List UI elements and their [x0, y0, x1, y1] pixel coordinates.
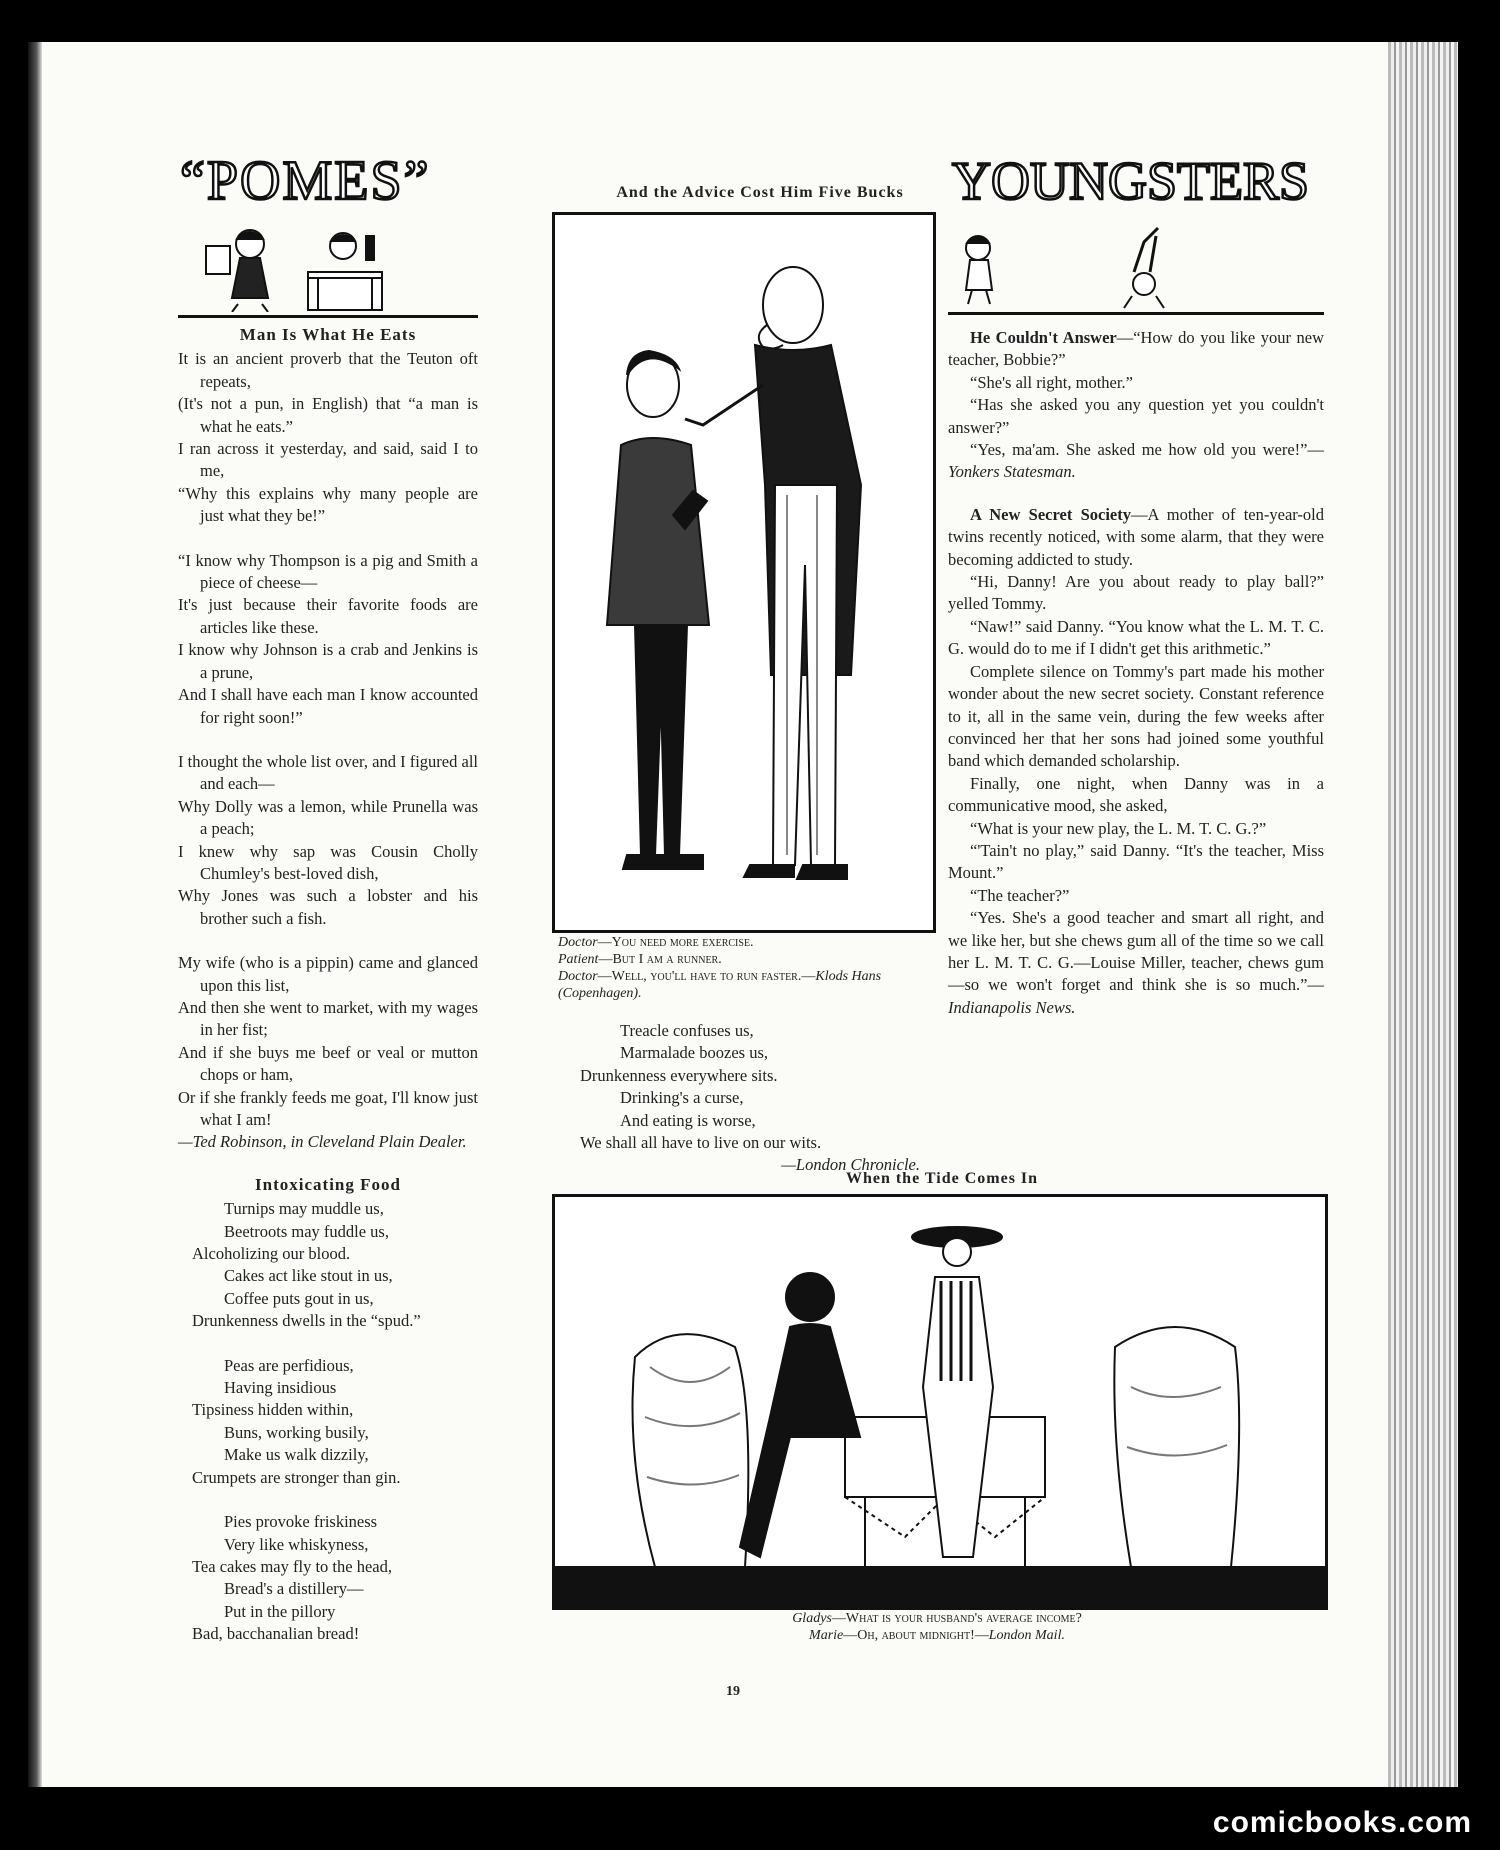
left-column	[178, 150, 478, 1646]
story1-text: —“How do you like your new teacher, Bobbie?”	[948, 328, 1324, 370]
story2-para: “Naw!” said Danny. “You know what the L. M. T. C. G. would do to me if I didn't get this arithmetic.”	[948, 616, 1324, 659]
page-stack-edge	[1388, 42, 1458, 1787]
verse-line: I ran across it yesterday, and said, said I to me,	[178, 439, 478, 481]
verse-line: Bad, bacchanalian bread!	[192, 1624, 360, 1644]
speaker: Gladys	[792, 1611, 832, 1626]
story2-credit: Indianapolis News.	[948, 997, 1076, 1017]
caption-line	[552, 1627, 1322, 1644]
speaker: Marie	[809, 1628, 844, 1643]
poem2-stanza	[192, 1198, 478, 1332]
poem3	[580, 1020, 920, 1177]
dialogue: —Well, you'll have to run faster.—	[597, 969, 816, 984]
verse-line: Very like whiskyness,	[224, 1534, 369, 1554]
story2-para	[948, 504, 1324, 571]
pomes-illustration	[178, 222, 478, 312]
verse-line: And eating is worse,	[620, 1110, 756, 1130]
verse-line: And if she buys me beef or veal or mutton chops or ham,	[178, 1042, 478, 1085]
verse-line: Tea cakes may fly to the head,	[192, 1556, 392, 1576]
verse-line: It's just because their favorite foods are articles like these.	[178, 595, 478, 637]
verse-line: Pies provoke friskiness	[224, 1512, 378, 1532]
credit: London Mail.	[988, 1628, 1065, 1643]
verse-line: Cakes act like stout in us,	[224, 1266, 393, 1286]
verse-line: Why Jones was such a lobster and his brother such a fish.	[178, 886, 478, 928]
story1-para	[948, 327, 1324, 372]
speaker: Patient	[558, 952, 599, 967]
story1-text: “Yes, ma'am. She asked me how old you were!”—	[970, 440, 1324, 460]
verse-line: Bread's a distillery—	[224, 1579, 364, 1599]
verse-line: Put in the pillory	[224, 1601, 336, 1621]
dialogue: —You need more exercise.	[597, 935, 754, 950]
dialogue: —What is your husband's average income?	[831, 1611, 1082, 1626]
poem1-stanza	[178, 952, 478, 1154]
story1-para	[948, 439, 1324, 484]
youngsters-title: YOUNGSTERS	[952, 151, 1310, 211]
poem2-body	[178, 1198, 478, 1645]
cartoon2-title: When the Tide Comes In	[845, 1170, 1039, 1187]
story2-para	[948, 907, 1324, 1019]
cartoon1-title: And the Advice Cost Him Five Bucks	[616, 184, 904, 201]
verse-line: Marmalade boozes us,	[620, 1043, 768, 1063]
story2-para: “The teacher?”	[970, 885, 1070, 905]
verse-line: Buns, working busily,	[224, 1422, 369, 1442]
cartoon1-frame	[552, 212, 936, 933]
speaker: Doctor	[558, 969, 598, 984]
cartoon2-caption	[552, 1610, 1322, 1644]
verse-line: Tipsiness hidden within,	[192, 1400, 354, 1420]
poem1-attribution: —Ted Robinson, in Cleveland Plain Dealer.	[178, 1132, 467, 1152]
story2-text: “Yes. She's a good teacher and smart all right, and we like her, but she chews gum all of the time so we call her L. M. T. C. G.—Louise Miller, teacher, chews gum—so we won't forget and think she is so much.”—	[948, 908, 1324, 995]
dialogue: —But I am a runner.	[598, 952, 722, 967]
verse-line: Turnips may muddle us,	[224, 1199, 384, 1219]
speaker: Doctor	[558, 935, 598, 950]
caption-line	[558, 934, 930, 951]
story2-para: “'Tain't no play,” said Danny. “It's the teacher, Miss Mount.”	[948, 840, 1324, 883]
story2-para: “What is your new play, the L. M. T. C. G.?”	[970, 818, 1267, 838]
verse-line: Having insidious	[224, 1378, 337, 1398]
poem2-title: Intoxicating Food	[255, 1174, 401, 1194]
page-number: 19	[726, 1684, 740, 1699]
caption-line	[558, 968, 930, 1002]
youngsters-header	[948, 151, 1324, 315]
middle-column	[560, 182, 960, 212]
verse-line: My wife (who is a pippin) came and glanced upon this list,	[178, 953, 478, 995]
verse-line: I know why Johnson is a crab and Jenkins is a prune,	[178, 640, 478, 682]
verse-line: “I know why Thompson is a pig and Smith a piece of cheese—	[178, 550, 478, 593]
verse-line: And I shall have each man I know accounted for right soon!”	[178, 685, 478, 727]
story2-lead: A New Secret Society	[970, 504, 1131, 524]
verse-line: Treacle confuses us,	[620, 1021, 754, 1040]
poem3-attribution: —London Chronicle.	[781, 1155, 920, 1175]
verse-line: Why Dolly was a lemon, while Prunella was a peach;	[178, 796, 478, 839]
verse-line: Make us walk dizzily,	[224, 1445, 369, 1465]
youngsters-illustration	[948, 222, 1324, 312]
cartoon2-frame	[552, 1194, 1328, 1610]
verse-line: Alcoholizing our blood.	[192, 1244, 351, 1264]
story1-para: “She's all right, mother.”	[970, 372, 1133, 392]
verse-line: Drunkenness everywhere sits.	[580, 1065, 778, 1085]
story1-lead: He Couldn't Answer	[970, 328, 1117, 347]
magazine-page	[28, 42, 1458, 1787]
verse-line: “Why this explains why many people are just what they be!”	[178, 483, 478, 526]
poem1-stanza	[178, 348, 478, 527]
pomes-title: “POMES”	[180, 150, 431, 212]
cartoon2-heading	[552, 1168, 1332, 1190]
verse-line: It is an ancient proverb that the Teuton oft repeats,	[178, 349, 478, 391]
poem1-stanza	[178, 751, 478, 930]
poem2-stanza	[192, 1355, 478, 1489]
dialogue: —Oh, about midnight!—	[843, 1628, 989, 1643]
story2-para: Finally, one night, when Danny was in a communicative mood, she asked,	[948, 773, 1324, 816]
verse-line: Beetroots may fuddle us,	[224, 1221, 389, 1241]
site-watermark: comicbooks.com	[1212, 1806, 1472, 1839]
story1-para: “Has she asked you any question yet you couldn't answer?”	[948, 395, 1324, 437]
doctor-patient-illustration	[555, 215, 933, 930]
poem1-stanza	[178, 550, 478, 729]
verse-line: Crumpets are stronger than gin.	[192, 1467, 401, 1487]
verse-line: Drinking's a curse,	[620, 1088, 744, 1108]
verse-line: Drunkenness dwells in the “spud.”	[192, 1311, 421, 1331]
verse-line: Or if she frankly feeds me goat, I'll know just what I am!	[178, 1087, 478, 1129]
story2-para: Complete silence on Tommy's part made his mother wonder about the new secret society. Constant reference to it, all in the same vein, during the few weeks after convinced her that her sons had joined some youthful band which demanded scholarship.	[948, 661, 1324, 771]
story1-credit: Yonkers Statesman.	[948, 462, 1076, 482]
poem1-title: Man Is What He Eats	[239, 325, 417, 344]
right-column	[948, 151, 1325, 1019]
verse-line: Peas are perfidious,	[224, 1355, 354, 1375]
verse-line: Coffee puts gout in us,	[224, 1288, 374, 1308]
story2-para: “Hi, Danny! Are you about ready to play ball?” yelled Tommy.	[948, 572, 1324, 614]
caption-line	[552, 1610, 1322, 1627]
verse-line: I knew why sap was Cousin Cholly Chumley's best-loved dish,	[178, 841, 478, 883]
tide-cartoon-illustration	[555, 1197, 1325, 1607]
story2-text: —A mother of ten-year-old twins recently noticed, with some alarm, that they were becoming addicted to study.	[948, 504, 1325, 569]
caption-line	[558, 951, 930, 968]
verse-line: We shall all have to live on our wits.	[580, 1133, 822, 1153]
verse-line: (It's not a pun, in English) that “a man is what he eats.”	[178, 394, 478, 436]
credit: Klods Hans (Copenhagen).	[558, 969, 882, 1001]
verse-line: I thought the whole list over, and I figured all and each—	[178, 751, 478, 794]
verse-line: And then she went to market, with my wages in her fist;	[178, 997, 478, 1040]
pomes-header	[178, 150, 478, 318]
cartoon1-caption	[558, 934, 930, 1002]
poem2-stanza	[192, 1511, 478, 1645]
binding-shadow	[28, 42, 42, 1787]
